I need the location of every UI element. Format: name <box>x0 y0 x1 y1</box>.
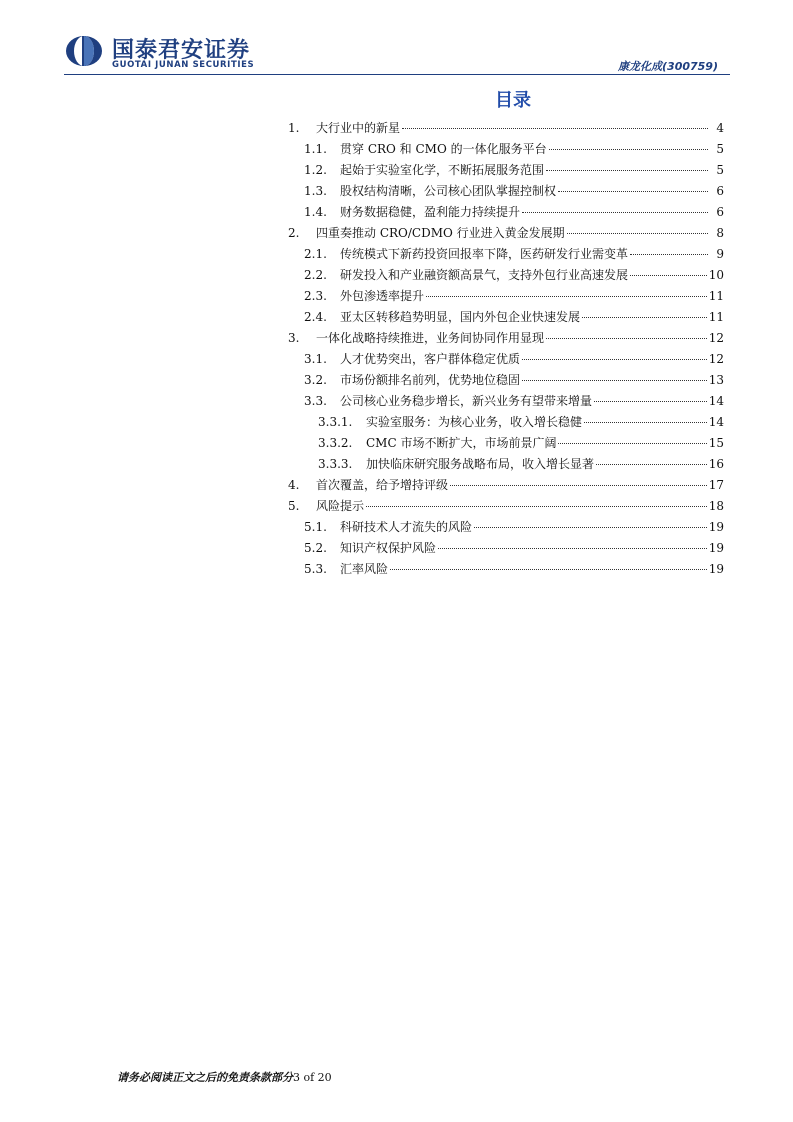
toc-entry-title: 加快临床研究服务战略布局，收入增长显著 <box>366 457 595 471</box>
toc-entry-page: 17 <box>708 478 724 492</box>
toc-entry[interactable] <box>0 244 793 265</box>
guotai-junan-logo-icon <box>64 34 104 68</box>
toc-entry-number: 1.1. <box>304 142 327 156</box>
toc-entry-number: 2.3. <box>304 289 327 303</box>
toc-entry-line <box>340 559 724 580</box>
toc-dot-leader <box>426 296 707 297</box>
toc-entry-title: 贯穿 CRO 和 CMO 的一体化服务平台 <box>340 142 547 156</box>
toc-entry-line <box>340 349 724 370</box>
toc-entry-title: 实验室服务：为核心业务，收入增长稳健 <box>366 415 583 429</box>
toc-dot-leader <box>402 128 708 129</box>
toc-entry-title: CMC 市场不断扩大，市场前景广阔 <box>366 436 557 450</box>
toc-entry-line <box>340 391 724 412</box>
toc-entry-page: 6 <box>716 184 724 198</box>
toc-entry-page: 11 <box>708 289 724 303</box>
page-footer <box>117 1069 332 1085</box>
toc-entry-number: 3. <box>288 331 300 345</box>
toc-entry-page: 8 <box>716 226 724 240</box>
toc-dot-leader <box>596 464 707 465</box>
toc-entry-number: 3.3.2. <box>318 436 353 450</box>
toc-entry[interactable] <box>0 517 793 538</box>
toc-entry-page: 19 <box>708 520 724 534</box>
toc-entry-title: 人才优势突出，客户群体稳定优质 <box>340 352 521 366</box>
toc-entry-number: 4. <box>288 478 300 492</box>
page-header <box>0 0 793 80</box>
toc-dot-leader <box>584 422 707 423</box>
disclaimer-note: 请务必阅读正文之后的免责条款部分 <box>117 1071 293 1084</box>
toc-entry-line <box>316 328 724 349</box>
toc-entry-line <box>340 517 724 538</box>
toc-entry-page: 19 <box>708 562 724 576</box>
toc-entry-title: 汇率风险 <box>340 562 389 576</box>
toc-entry-line <box>340 370 724 391</box>
toc-entry[interactable] <box>0 265 793 286</box>
toc-entry-number: 2.2. <box>304 268 327 282</box>
toc-entry-line <box>366 433 724 454</box>
toc-entry[interactable] <box>0 454 793 475</box>
logo-chinese-name: 国泰君安证券 <box>112 38 251 63</box>
header-divider <box>64 74 730 75</box>
toc-dot-leader <box>558 443 706 444</box>
toc-dot-leader <box>522 380 707 381</box>
toc-dot-leader <box>630 254 708 255</box>
toc-entry-number: 1.2. <box>304 163 327 177</box>
toc-entry-line <box>340 139 724 160</box>
toc-entry-page: 19 <box>708 541 724 555</box>
toc-entry-title: 亚太区转移趋势明显，国内外包企业快速发展 <box>340 310 581 324</box>
toc-dot-leader <box>438 548 707 549</box>
toc-entry-title: 股权结构清晰，公司核心团队掌握控制权 <box>340 184 557 198</box>
toc-entry-title: 风险提示 <box>316 499 365 513</box>
toc-entry-title: 大行业中的新星 <box>316 121 401 135</box>
toc-entry-line <box>340 181 724 202</box>
toc-entry-number: 2.1. <box>304 247 327 261</box>
toc-entry[interactable] <box>0 538 793 559</box>
toc-entry-page: 5 <box>716 163 724 177</box>
toc-entry-number: 3.3. <box>304 394 327 408</box>
toc-dot-leader <box>390 569 707 570</box>
toc-dot-leader <box>546 338 707 339</box>
toc-entry-number: 3.2. <box>304 373 327 387</box>
toc-entry[interactable] <box>0 349 793 370</box>
company-ticker: 康龙化成(300759) <box>618 60 718 73</box>
toc-entry[interactable] <box>0 391 793 412</box>
toc-entry-title: 起始于实验室化学，不断拓展服务范围 <box>340 163 545 177</box>
toc-entry[interactable] <box>0 307 793 328</box>
toc-entry[interactable] <box>0 202 793 223</box>
toc-entry-line <box>340 202 724 223</box>
toc-entry-title: 财务数据稳健，盈利能力持续提升 <box>340 205 521 219</box>
toc-dot-leader <box>474 527 707 528</box>
toc-entry-title: 外包渗透率提升 <box>340 289 425 303</box>
toc-dot-leader <box>594 401 707 402</box>
toc-entry-line <box>366 412 724 433</box>
toc-entry[interactable] <box>0 139 793 160</box>
toc-dot-leader <box>366 506 707 507</box>
toc-entry-number: 5.2. <box>304 541 327 555</box>
toc-entry-line <box>316 475 724 496</box>
toc-entry-number: 1.4. <box>304 205 327 219</box>
toc-entry-number: 3.3.1. <box>318 415 353 429</box>
toc-entry[interactable] <box>0 160 793 181</box>
toc-dot-leader <box>522 212 708 213</box>
toc-entry[interactable] <box>0 496 793 517</box>
toc-entry[interactable] <box>0 475 793 496</box>
toc-entry-line <box>340 265 724 286</box>
toc-entry[interactable] <box>0 433 793 454</box>
toc-entry-line <box>340 160 724 181</box>
toc-entry-title: 四重奏推动 CRO/CDMO 行业进入黄金发展期 <box>316 226 565 240</box>
toc-entry-page: 12 <box>708 352 724 366</box>
toc-entry[interactable] <box>0 328 793 349</box>
toc-entry-line <box>316 496 724 517</box>
toc-entry[interactable] <box>0 118 793 139</box>
toc-entry-title: 传统模式下新药投资回报率下降，医药研发行业需变革 <box>340 247 629 261</box>
toc-entry-title: 首次覆盖，给予增持评级 <box>316 478 449 492</box>
toc-dot-leader <box>567 233 708 234</box>
toc-dot-leader <box>558 191 708 192</box>
toc-entry-page: 10 <box>708 268 724 282</box>
toc-dot-leader <box>549 149 708 150</box>
toc-entry-title: 一体化战略持续推进，业务间协同作用显现 <box>316 331 545 345</box>
toc-entry-page: 12 <box>708 331 724 345</box>
toc-entry[interactable] <box>0 181 793 202</box>
toc-entry-number: 3.3.3. <box>318 457 353 471</box>
toc-entry[interactable] <box>0 370 793 391</box>
toc-entry-line <box>340 307 724 328</box>
toc-entry-number: 1. <box>288 121 300 135</box>
toc-dot-leader <box>522 359 707 360</box>
toc-dot-leader <box>582 317 707 318</box>
toc-entry-number: 3.1. <box>304 352 327 366</box>
toc-entry[interactable] <box>0 412 793 433</box>
toc-dot-leader <box>546 170 708 171</box>
page-number: 3 of 20 <box>293 1071 332 1084</box>
toc-entry-title: 研发投入和产业融资额高景气，支持外包行业高速发展 <box>340 268 629 282</box>
toc-entry-page: 6 <box>716 205 724 219</box>
toc-entry-number: 2. <box>288 226 300 240</box>
toc-entry[interactable] <box>0 559 793 580</box>
toc-entry-line <box>340 538 724 559</box>
toc-entry-line <box>340 286 724 307</box>
toc-entry-page: 14 <box>708 394 724 408</box>
toc-entry-page: 9 <box>716 247 724 261</box>
toc-entry-title: 知识产权保护风险 <box>340 541 437 555</box>
toc-entry-number: 5. <box>288 499 300 513</box>
toc-entry-page: 15 <box>708 436 724 450</box>
toc-entry-line <box>316 118 724 139</box>
toc-entry-number: 5.3. <box>304 562 327 576</box>
toc-entry-line <box>316 223 724 244</box>
toc-entry-page: 5 <box>716 142 724 156</box>
toc-entry-title: 市场份额排名前列，优势地位稳固 <box>340 373 521 387</box>
logo-english-name: GUOTAI JUNAN SECURITIES <box>112 60 255 70</box>
toc-dot-leader <box>630 275 707 276</box>
toc-entry-page: 14 <box>708 415 724 429</box>
toc-entry-page: 4 <box>716 121 724 135</box>
toc-entry-number: 2.4. <box>304 310 327 324</box>
toc-entry-page: 18 <box>708 499 724 513</box>
toc-entry-line <box>340 244 724 265</box>
toc-entry-line <box>366 454 724 475</box>
toc-entry[interactable] <box>0 286 793 307</box>
toc-entry[interactable] <box>0 223 793 244</box>
toc-dot-leader <box>450 485 707 486</box>
toc-title: 目录 <box>495 90 531 111</box>
toc-entry-title: 公司核心业务稳步增长，新兴业务有望带来增量 <box>340 394 593 408</box>
toc-entry-title: 科研技术人才流失的风险 <box>340 520 473 534</box>
toc-entry-page: 13 <box>708 373 724 387</box>
toc-entry-number: 1.3. <box>304 184 327 198</box>
toc-entry-number: 5.1. <box>304 520 327 534</box>
toc-entry-page: 11 <box>708 310 724 324</box>
toc-entry-page: 16 <box>708 457 724 471</box>
